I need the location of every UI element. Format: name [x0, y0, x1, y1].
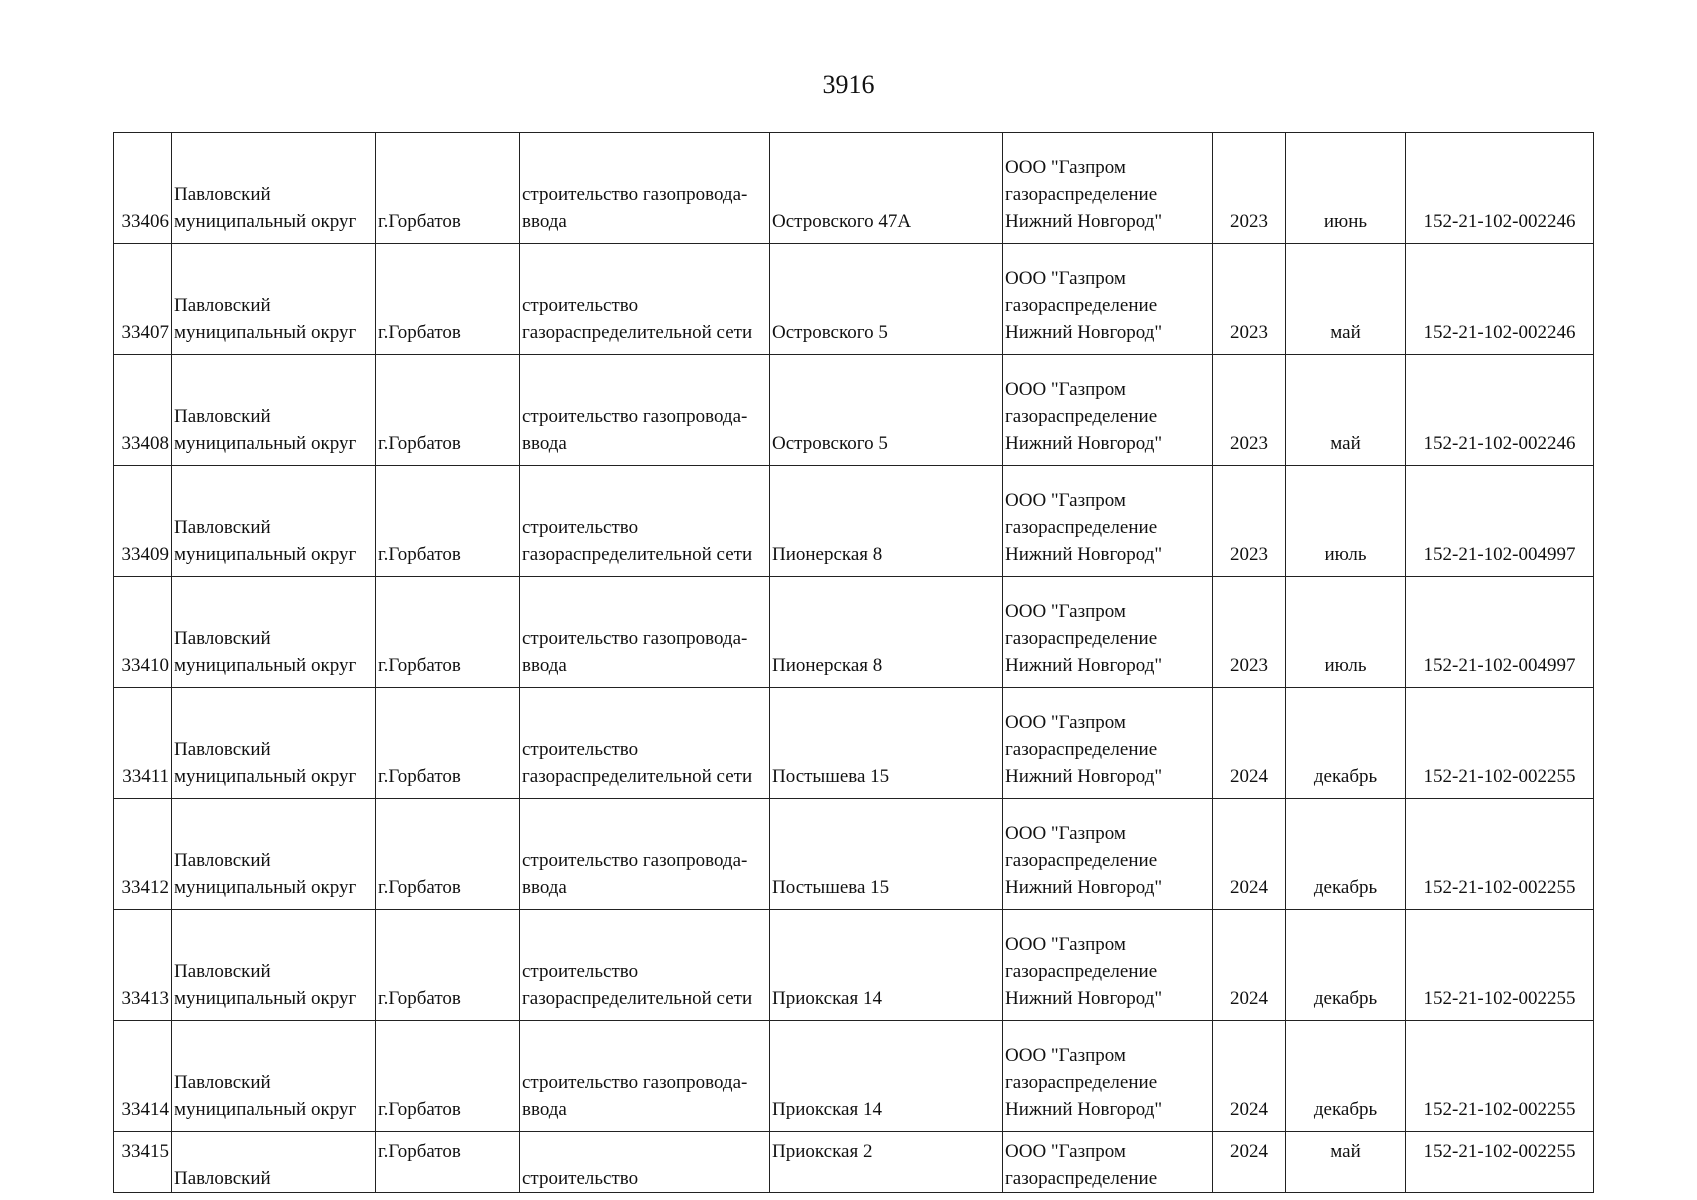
- year-cell: 2024: [1213, 910, 1286, 1021]
- organization-cell: [1003, 244, 1213, 355]
- work-type-cell-line: газораспределительной сети: [522, 322, 753, 343]
- district-cell: [172, 688, 376, 799]
- district-cell: [172, 244, 376, 355]
- organization-cell-line: Нижний Новгород": [1005, 433, 1163, 454]
- address-cell: Приокская 14: [770, 1021, 1003, 1132]
- district-cell: [172, 133, 376, 244]
- address-cell: Островского 5: [770, 244, 1003, 355]
- city-cell: г.Горбатов: [376, 133, 520, 244]
- address-cell: Постышева 15: [770, 688, 1003, 799]
- month-cell: декабрь: [1286, 799, 1406, 910]
- year-cell: 2024: [1213, 1021, 1286, 1132]
- organization-cell: [1003, 1132, 1213, 1193]
- row-id: 33409: [114, 466, 172, 577]
- year-cell: 2024: [1213, 1132, 1286, 1193]
- row-id: 33412: [114, 799, 172, 910]
- district-cell-line: Павловский: [174, 295, 271, 316]
- district-cell-line: Павловский: [174, 517, 271, 538]
- district-cell: [172, 466, 376, 577]
- gas-works-table: [113, 132, 1594, 1193]
- organization-cell: [1003, 799, 1213, 910]
- district-cell-line: муниципальный округ: [174, 988, 357, 1009]
- district-cell: [172, 910, 376, 1021]
- organization-cell-line: газораспределение: [1005, 1168, 1158, 1189]
- project-code-cell: 152-21-102-002246: [1406, 244, 1594, 355]
- work-type-cell: [520, 799, 770, 910]
- organization-cell-line: Нижний Новгород": [1005, 655, 1163, 676]
- work-type-cell-line: строительство: [522, 295, 639, 316]
- table-row: [114, 466, 1594, 577]
- month-cell: май: [1286, 355, 1406, 466]
- project-code-cell: 152-21-102-002255: [1406, 1021, 1594, 1132]
- organization-cell-line: ООО "Газпром: [1005, 823, 1126, 844]
- work-type-cell-line: газораспределительной сети: [522, 766, 753, 787]
- month-cell: июнь: [1286, 133, 1406, 244]
- work-type-cell: [520, 466, 770, 577]
- district-cell-line: муниципальный округ: [174, 322, 357, 343]
- project-code-cell: 152-21-102-004997: [1406, 577, 1594, 688]
- district-cell-line: Павловский: [174, 628, 271, 649]
- work-type-cell-line: строительство газопровода-: [522, 184, 748, 205]
- city-cell: г.Горбатов: [376, 799, 520, 910]
- organization-cell: [1003, 577, 1213, 688]
- work-type-cell: [520, 244, 770, 355]
- row-id: 33407: [114, 244, 172, 355]
- work-type-cell-line: строительство: [522, 517, 639, 538]
- organization-cell-line: газораспределение: [1005, 628, 1158, 649]
- year-cell: 2023: [1213, 133, 1286, 244]
- organization-cell-line: газораспределение: [1005, 517, 1158, 538]
- organization-cell-line: газораспределение: [1005, 961, 1158, 982]
- month-cell: декабрь: [1286, 1021, 1406, 1132]
- month-cell: декабрь: [1286, 910, 1406, 1021]
- district-cell-line: муниципальный округ: [174, 433, 357, 454]
- row-id: 33411: [114, 688, 172, 799]
- table-row: [114, 133, 1594, 244]
- year-cell: 2024: [1213, 799, 1286, 910]
- table-row: [114, 1132, 1594, 1193]
- table-body: [114, 133, 1594, 1193]
- district-cell-line: Павловский: [174, 406, 271, 427]
- organization-cell-line: ООО "Газпром: [1005, 1141, 1126, 1162]
- district-cell-line: муниципальный округ: [174, 766, 357, 787]
- organization-cell: [1003, 688, 1213, 799]
- work-type-cell-line: ввода: [522, 211, 567, 232]
- district-cell-line: Павловский: [174, 184, 271, 205]
- district-cell-line: Павловский: [174, 1072, 271, 1093]
- row-id: 33415: [114, 1132, 172, 1193]
- month-cell: декабрь: [1286, 688, 1406, 799]
- organization-cell: [1003, 133, 1213, 244]
- project-code-cell: 152-21-102-002246: [1406, 133, 1594, 244]
- work-type-cell-line: строительство газопровода-: [522, 1072, 748, 1093]
- organization-cell-line: ООО "Газпром: [1005, 712, 1126, 733]
- work-type-cell: [520, 1021, 770, 1132]
- address-cell: Пионерская 8: [770, 466, 1003, 577]
- city-cell: г.Горбатов: [376, 1132, 520, 1193]
- organization-cell-line: Нижний Новгород": [1005, 988, 1163, 1009]
- year-cell: 2023: [1213, 466, 1286, 577]
- year-cell: 2023: [1213, 577, 1286, 688]
- district-cell-line: муниципальный округ: [174, 655, 357, 676]
- address-cell: Приокская 14: [770, 910, 1003, 1021]
- organization-cell: [1003, 910, 1213, 1021]
- table-row: [114, 910, 1594, 1021]
- year-cell: 2023: [1213, 355, 1286, 466]
- address-cell: Островского 5: [770, 355, 1003, 466]
- work-type-cell-line: ввода: [522, 433, 567, 454]
- organization-cell-line: ООО "Газпром: [1005, 1045, 1126, 1066]
- district-cell-line: муниципальный округ: [174, 1099, 357, 1120]
- work-type-cell: строительство: [520, 1132, 770, 1193]
- project-code-cell: 152-21-102-002255: [1406, 910, 1594, 1021]
- district-cell: Павловский: [172, 1132, 376, 1193]
- organization-cell-line: газораспределение: [1005, 850, 1158, 871]
- address-cell: Приокская 2: [770, 1132, 1003, 1193]
- organization-cell-line: ООО "Газпром: [1005, 601, 1126, 622]
- city-cell: г.Горбатов: [376, 355, 520, 466]
- organization-cell: [1003, 1021, 1213, 1132]
- month-cell: июль: [1286, 577, 1406, 688]
- table-row: [114, 688, 1594, 799]
- district-cell: [172, 577, 376, 688]
- organization-cell-line: газораспределение: [1005, 295, 1158, 316]
- work-type-cell-line: газораспределительной сети: [522, 544, 753, 565]
- district-cell-line: Павловский: [174, 961, 271, 982]
- work-type-cell: [520, 910, 770, 1021]
- work-type-cell-line: строительство: [522, 961, 639, 982]
- district-cell: [172, 1021, 376, 1132]
- city-cell: г.Горбатов: [376, 1021, 520, 1132]
- district-cell: [172, 799, 376, 910]
- address-cell: Островского 47А: [770, 133, 1003, 244]
- month-cell: май: [1286, 244, 1406, 355]
- address-cell: Постышева 15: [770, 799, 1003, 910]
- city-cell: г.Горбатов: [376, 688, 520, 799]
- organization-cell-line: газораспределение: [1005, 739, 1158, 760]
- district-cell-line: муниципальный округ: [174, 544, 357, 565]
- city-cell: г.Горбатов: [376, 244, 520, 355]
- month-cell: июль: [1286, 466, 1406, 577]
- address-cell: Пионерская 8: [770, 577, 1003, 688]
- work-type-cell-line: строительство газопровода-: [522, 628, 748, 649]
- organization-cell-line: Нижний Новгород": [1005, 766, 1163, 787]
- organization-cell-line: газораспределение: [1005, 184, 1158, 205]
- project-code-cell: 152-21-102-004997: [1406, 466, 1594, 577]
- table-row: [114, 1021, 1594, 1132]
- year-cell: 2024: [1213, 688, 1286, 799]
- district-cell-line: муниципальный округ: [174, 877, 357, 898]
- work-type-cell: [520, 133, 770, 244]
- organization-cell-line: ООО "Газпром: [1005, 490, 1126, 511]
- organization-cell-line: Нижний Новгород": [1005, 877, 1163, 898]
- organization-cell-line: ООО "Газпром: [1005, 934, 1126, 955]
- row-id: 33408: [114, 355, 172, 466]
- year-cell: 2023: [1213, 244, 1286, 355]
- city-cell: г.Горбатов: [376, 466, 520, 577]
- row-id: 33410: [114, 577, 172, 688]
- city-cell: г.Горбатов: [376, 910, 520, 1021]
- organization-cell-line: ООО "Газпром: [1005, 157, 1126, 178]
- organization-cell-line: Нижний Новгород": [1005, 544, 1163, 565]
- district-cell-line: Павловский: [174, 739, 271, 760]
- work-type-cell: [520, 577, 770, 688]
- work-type-cell-line: ввода: [522, 655, 567, 676]
- project-code-cell: 152-21-102-002255: [1406, 688, 1594, 799]
- work-type-cell-line: строительство газопровода-: [522, 850, 748, 871]
- project-code-cell: 152-21-102-002246: [1406, 355, 1594, 466]
- city-cell: г.Горбатов: [376, 577, 520, 688]
- project-code-cell: 152-21-102-002255: [1406, 1132, 1594, 1193]
- organization-cell-line: ООО "Газпром: [1005, 268, 1126, 289]
- district-cell-line: муниципальный округ: [174, 211, 357, 232]
- organization-cell-line: газораспределение: [1005, 1072, 1158, 1093]
- work-type-cell-line: ввода: [522, 877, 567, 898]
- table-row: [114, 355, 1594, 466]
- month-cell: май: [1286, 1132, 1406, 1193]
- district-cell-line: Павловский: [174, 850, 271, 871]
- work-type-cell-line: строительство газопровода-: [522, 406, 748, 427]
- table-row: [114, 577, 1594, 688]
- table-row: [114, 244, 1594, 355]
- organization-cell-line: газораспределение: [1005, 406, 1158, 427]
- organization-cell-line: ООО "Газпром: [1005, 379, 1126, 400]
- work-type-cell: [520, 688, 770, 799]
- table-row: [114, 799, 1594, 910]
- organization-cell-line: Нижний Новгород": [1005, 322, 1163, 343]
- work-type-cell-line: газораспределительной сети: [522, 988, 753, 1009]
- work-type-cell-line: строительство: [522, 739, 639, 760]
- project-code-cell: 152-21-102-002255: [1406, 799, 1594, 910]
- row-id: 33413: [114, 910, 172, 1021]
- district-cell: [172, 355, 376, 466]
- organization-cell-line: Нижний Новгород": [1005, 211, 1163, 232]
- organization-cell: [1003, 355, 1213, 466]
- organization-cell: [1003, 466, 1213, 577]
- work-type-cell-line: ввода: [522, 1099, 567, 1120]
- row-id: 33414: [114, 1021, 172, 1132]
- work-type-cell: [520, 355, 770, 466]
- organization-cell-line: Нижний Новгород": [1005, 1099, 1163, 1120]
- page-number: 3916: [822, 70, 875, 99]
- row-id: 33406: [114, 133, 172, 244]
